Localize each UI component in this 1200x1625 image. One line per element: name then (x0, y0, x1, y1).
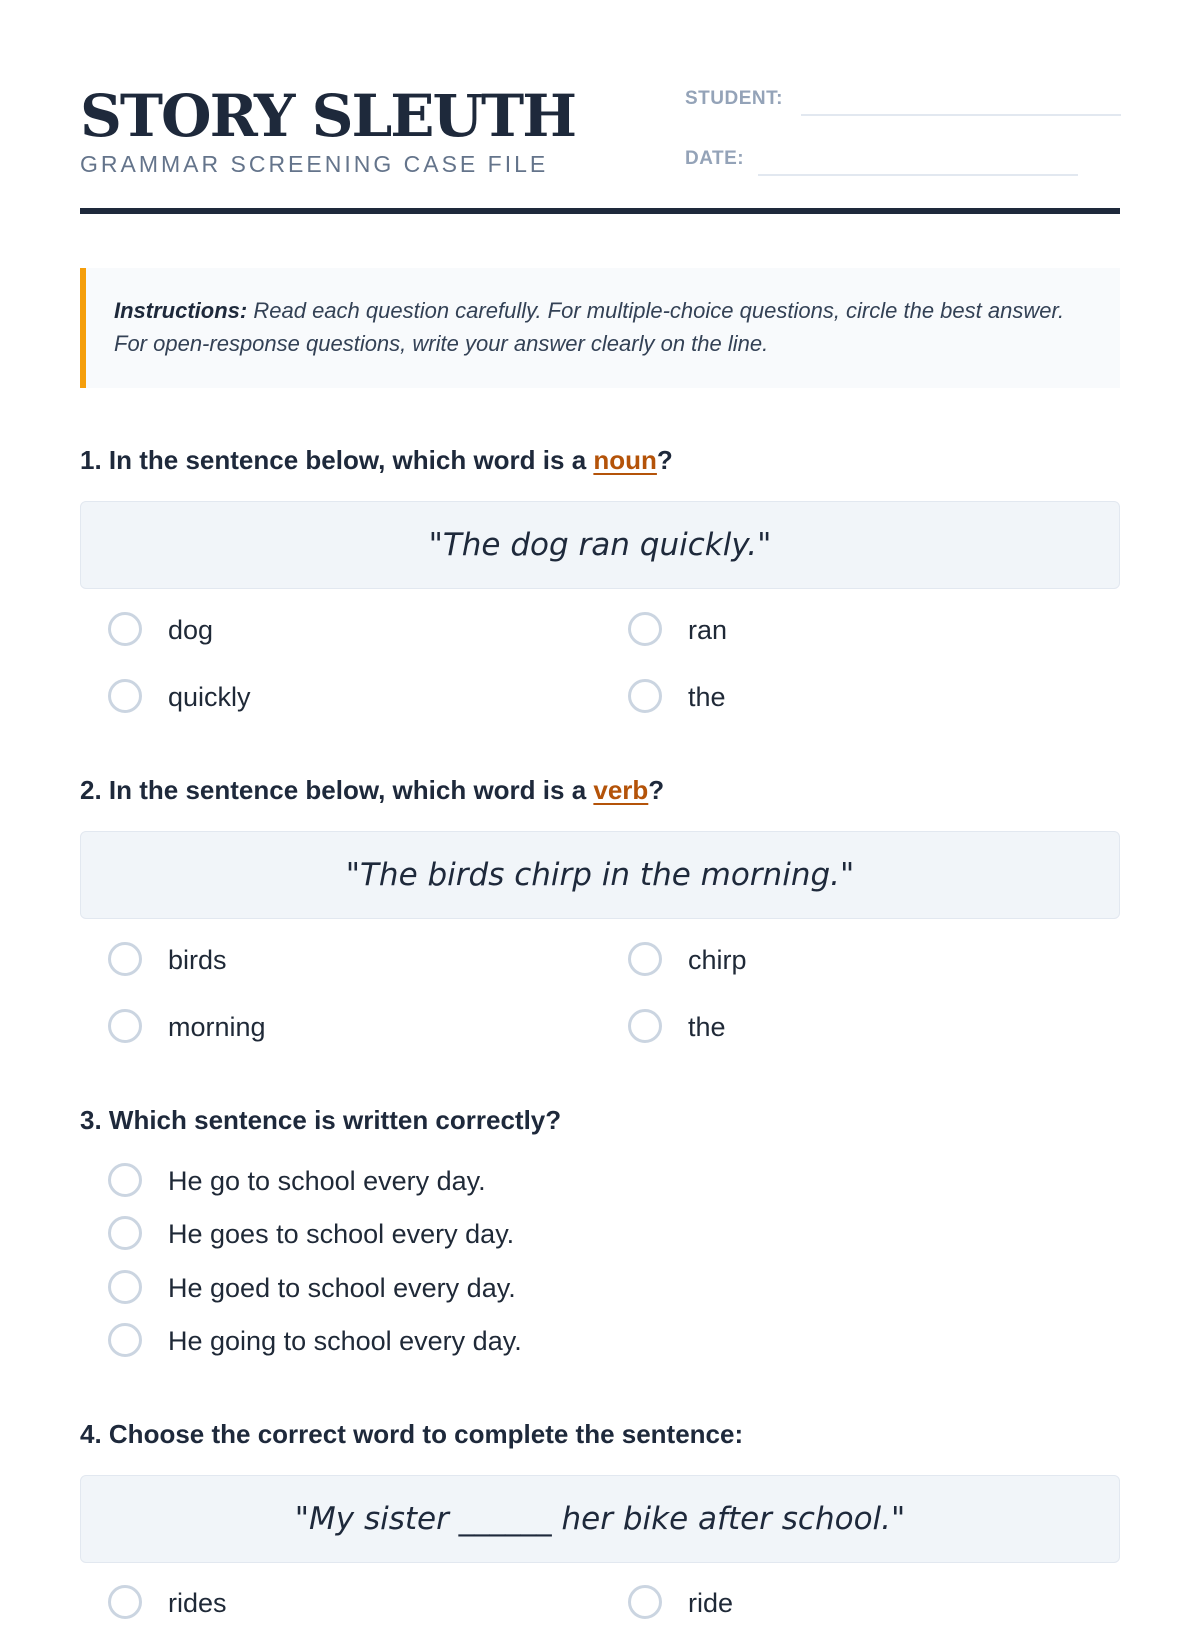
option-label: He goed to school every day. (168, 1273, 516, 1303)
instructions-label: Instructions: (114, 298, 248, 323)
radio-circle[interactable] (108, 1270, 142, 1304)
worksheet-subtitle: GRAMMAR SCREENING CASE FILE (80, 151, 549, 177)
question-1-prompt (80, 445, 1120, 476)
option-label: ride (688, 1588, 734, 1618)
header (80, 80, 1120, 214)
instructions-box (80, 268, 1120, 388)
radio-circle[interactable] (108, 1585, 142, 1619)
radio-circle[interactable] (108, 679, 142, 713)
radio-circle[interactable] (628, 679, 662, 713)
option-label: ran (688, 615, 728, 645)
option-label: dog (168, 615, 214, 645)
question-1-text: 1. In the sentence below, which word is a (80, 445, 594, 475)
header-divider (80, 208, 1120, 214)
instructions-text: Read each question carefully. For multiple-choice questions, circle the best answer. For open-response questions, write your answer clearly on the line. (114, 298, 1065, 356)
question-1-sentence: "The dog ran quickly." (80, 501, 1120, 589)
radio-circle[interactable] (108, 612, 142, 646)
question-2-prompt (80, 775, 1120, 806)
worksheet-title: STORY SLEUTH (80, 82, 575, 150)
option-label: birds (168, 945, 227, 975)
question-4-prompt: 4. Choose the correct word to complete the sentence: (80, 1419, 744, 1449)
radio-circle[interactable] (108, 1323, 142, 1357)
radio-circle[interactable] (628, 1009, 662, 1043)
question-2-keyword: verb (593, 775, 649, 805)
question-1-keyword: noun (593, 445, 657, 475)
question-4-sentence: "My sister ______ her bike after school." (80, 1475, 1120, 1563)
option-label: rides (168, 1588, 227, 1618)
radio-circle[interactable] (108, 1009, 142, 1043)
question-3-prompt: 3. Which sentence is written correctly? (80, 1105, 562, 1135)
student-name-line[interactable] (801, 114, 1121, 116)
question-2-text: 2. In the sentence below, which word is a (80, 775, 594, 805)
radio-circle[interactable] (108, 1216, 142, 1250)
date-label: DATE: (685, 148, 745, 169)
option-label: chirp (688, 945, 747, 975)
student-label: STUDENT: (685, 88, 783, 109)
option-label: He going to school every day. (168, 1326, 522, 1356)
radio-circle[interactable] (628, 1585, 662, 1619)
question-2-sentence: "The birds chirp in the morning." (80, 831, 1120, 919)
date-line[interactable] (758, 174, 1078, 176)
option-label: morning (168, 1012, 266, 1042)
radio-circle[interactable] (628, 612, 662, 646)
radio-circle[interactable] (628, 942, 662, 976)
option-label: He go to school every day. (168, 1166, 486, 1196)
option-label: the (688, 1012, 726, 1042)
option-label: He goes to school every day. (168, 1219, 515, 1249)
radio-circle[interactable] (108, 942, 142, 976)
question-1-suffix: ? (656, 445, 673, 475)
option-label: quickly (168, 682, 251, 712)
option-label: the (688, 682, 726, 712)
question-2-suffix: ? (648, 775, 665, 805)
radio-circle[interactable] (108, 1163, 142, 1197)
